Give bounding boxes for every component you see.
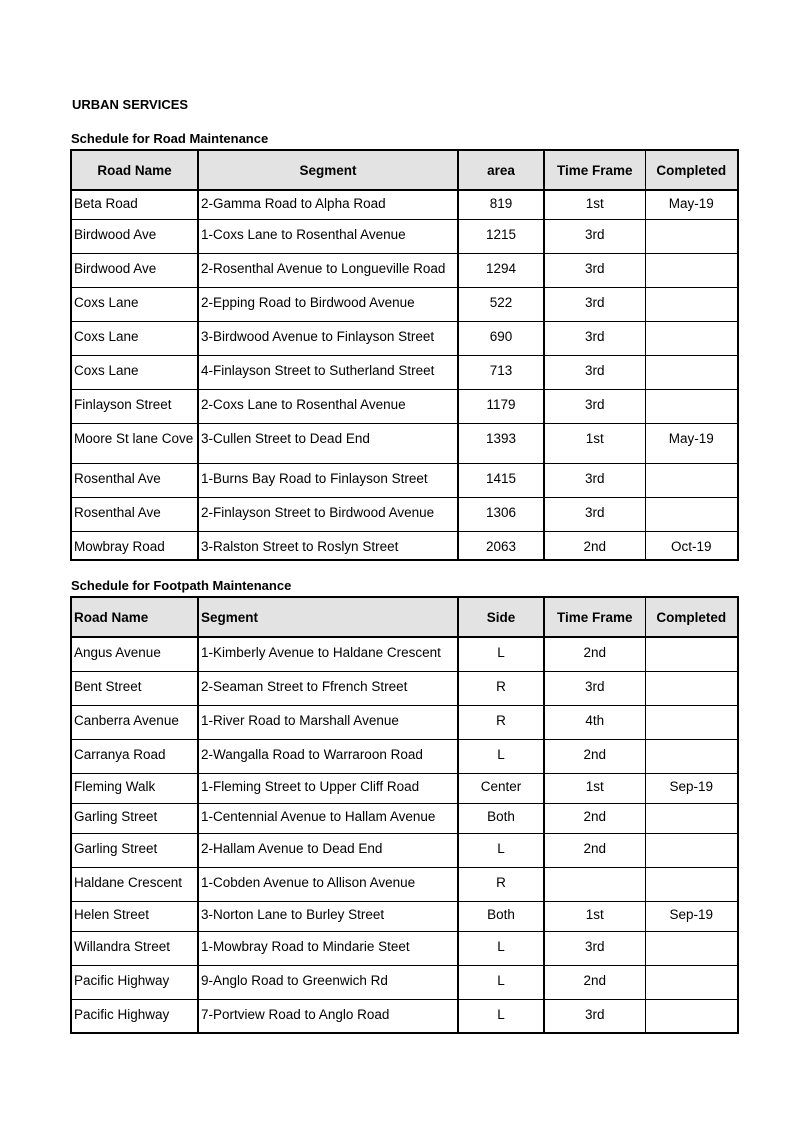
time-frame-cell: 3rd [544,931,645,965]
completed-cell [645,321,738,355]
segment-cell: 3-Birdwood Avenue to Finlayson Street [198,321,458,355]
segment-cell: 3-Cullen Street to Dead End [198,423,458,463]
table-row [71,833,738,867]
segment-cell: 2-Epping Road to Birdwood Avenue [198,287,458,321]
time-frame-cell: 3rd [544,321,645,355]
road-name-cell: Bent Street [71,671,198,705]
time-frame-cell: 3rd [544,389,645,423]
side-cell: L [458,833,544,867]
time-frame-cell: 2nd [544,965,645,999]
area-cell: 1215 [458,219,544,253]
area-cell: 819 [458,190,544,219]
time-frame-cell [544,867,645,901]
area-cell: 1415 [458,463,544,497]
road-name-cell: Rosenthal Ave [71,497,198,531]
table-row [71,931,738,965]
road-name-cell: Coxs Lane [71,287,198,321]
column-header-road-name: Road Name [71,150,198,190]
side-cell: Both [458,803,544,833]
road-name-cell: Pacific Highway [71,965,198,999]
segment-cell: 3-Ralston Street to Roslyn Street [198,531,458,560]
completed-cell [645,803,738,833]
road-maintenance-table [70,149,739,561]
table-row [71,287,738,321]
time-frame-cell: 1st [544,423,645,463]
completed-cell [645,931,738,965]
time-frame-cell: 4th [544,705,645,739]
segment-cell: 2-Gamma Road to Alpha Road [198,190,458,219]
column-header-segment: Segment [198,597,458,637]
completed-cell [645,389,738,423]
column-header-road-name: Road Name [71,597,198,637]
area-cell: 690 [458,321,544,355]
area-cell: 1306 [458,497,544,531]
table-row [71,965,738,999]
area-cell: 713 [458,355,544,389]
road-name-cell: Fleming Walk [71,773,198,803]
segment-cell: 1-Centennial Avenue to Hallam Avenue [198,803,458,833]
road-name-cell: Garling Street [71,833,198,867]
area-cell: 1393 [458,423,544,463]
column-header-time-frame: Time Frame [544,150,645,190]
time-frame-cell: 3rd [544,287,645,321]
table-row [71,901,738,931]
time-frame-cell: 1st [544,773,645,803]
table-row [71,253,738,287]
segment-cell: 2-Rosenthal Avenue to Longueville Road [198,253,458,287]
completed-cell [645,637,738,671]
table-row [71,497,738,531]
completed-cell [645,219,738,253]
completed-cell [645,705,738,739]
segment-cell: 1-Coxs Lane to Rosenthal Avenue [198,219,458,253]
table-row [71,321,738,355]
column-header-completed: Completed [645,150,738,190]
road-name-cell: Birdwood Ave [71,219,198,253]
road-name-cell: Angus Avenue [71,637,198,671]
road-name-cell: Haldane Crescent [71,867,198,901]
time-frame-cell: 1st [544,901,645,931]
side-cell: L [458,637,544,671]
road-name-cell: Carranya Road [71,739,198,773]
table-row [71,773,738,803]
table-row [71,531,738,560]
time-frame-cell: 2nd [544,637,645,671]
segment-cell: 1-Mowbray Road to Mindarie Steet [198,931,458,965]
completed-cell [645,253,738,287]
table-row [71,463,738,497]
road-name-cell: Willandra Street [71,931,198,965]
completed-cell [645,833,738,867]
completed-cell [645,999,738,1033]
time-frame-cell: 3rd [544,497,645,531]
road-name-cell: Coxs Lane [71,355,198,389]
table-row [71,867,738,901]
side-cell: L [458,739,544,773]
road-name-cell: Finlayson Street [71,389,198,423]
time-frame-cell: 3rd [544,355,645,389]
completed-cell: Oct-19 [645,531,738,560]
road-name-cell: Mowbray Road [71,531,198,560]
segment-cell: 1-River Road to Marshall Avenue [198,705,458,739]
road-name-cell: Garling Street [71,803,198,833]
table-row [71,219,738,253]
road-schedule-heading: Schedule for Road Maintenance [71,131,269,146]
side-cell: Center [458,773,544,803]
segment-cell: 2-Wangalla Road to Warraroon Road [198,739,458,773]
table-row [71,999,738,1033]
completed-cell [645,463,738,497]
area-cell: 1179 [458,389,544,423]
table-row [71,671,738,705]
segment-cell: 2-Finlayson Street to Birdwood Avenue [198,497,458,531]
time-frame-cell: 3rd [544,253,645,287]
road-name-cell: Canberra Avenue [71,705,198,739]
completed-cell: Sep-19 [645,901,738,931]
completed-cell [645,867,738,901]
time-frame-cell: 2nd [544,833,645,867]
road-name-cell: Rosenthal Ave [71,463,198,497]
road-name-cell: Pacific Highway [71,999,198,1033]
road-name-cell: Moore St lane Cove [71,423,198,463]
segment-cell: 7-Portview Road to Anglo Road [198,999,458,1033]
side-cell: L [458,999,544,1033]
table-row [71,190,738,219]
completed-cell [645,497,738,531]
column-header-time-frame: Time Frame [544,597,645,637]
segment-cell: 9-Anglo Road to Greenwich Rd [198,965,458,999]
time-frame-cell: 1st [544,190,645,219]
table-row [71,705,738,739]
segment-cell: 2-Seaman Street to Ffrench Street [198,671,458,705]
column-header-completed: Completed [645,597,738,637]
table-header-row [71,150,738,190]
side-cell: L [458,931,544,965]
completed-cell: Sep-19 [645,773,738,803]
road-name-cell: Beta Road [71,190,198,219]
completed-cell [645,671,738,705]
page-title: URBAN SERVICES [72,97,189,112]
table-header-row [71,597,738,637]
completed-cell [645,355,738,389]
area-cell: 1294 [458,253,544,287]
time-frame-cell: 2nd [544,739,645,773]
segment-cell: 3-Norton Lane to Burley Street [198,901,458,931]
road-name-cell: Birdwood Ave [71,253,198,287]
time-frame-cell: 3rd [544,671,645,705]
table-row [71,803,738,833]
side-cell: R [458,867,544,901]
segment-cell: 1-Kimberly Avenue to Haldane Crescent [198,637,458,671]
segment-cell: 2-Coxs Lane to Rosenthal Avenue [198,389,458,423]
segment-cell: 2-Hallam Avenue to Dead End [198,833,458,867]
completed-cell [645,739,738,773]
side-cell: R [458,671,544,705]
road-name-cell: Helen Street [71,901,198,931]
completed-cell [645,287,738,321]
segment-cell: 4-Finlayson Street to Sutherland Street [198,355,458,389]
segment-cell: 1-Cobden Avenue to Allison Avenue [198,867,458,901]
area-cell: 2063 [458,531,544,560]
table-row [71,637,738,671]
column-header-segment: Segment [198,150,458,190]
side-cell: R [458,705,544,739]
area-cell: 522 [458,287,544,321]
column-header-side: Side [458,597,544,637]
time-frame-cell: 3rd [544,463,645,497]
table-row [71,355,738,389]
completed-cell: May-19 [645,190,738,219]
side-cell: Both [458,901,544,931]
segment-cell: 1-Fleming Street to Upper Cliff Road [198,773,458,803]
table-row [71,739,738,773]
time-frame-cell: 2nd [544,531,645,560]
completed-cell [645,965,738,999]
column-header-area: area [458,150,544,190]
table-row [71,423,738,463]
table-row [71,389,738,423]
footpath-schedule-heading: Schedule for Footpath Maintenance [71,578,292,593]
time-frame-cell: 3rd [544,219,645,253]
time-frame-cell: 3rd [544,999,645,1033]
completed-cell: May-19 [645,423,738,463]
segment-cell: 1-Burns Bay Road to Finlayson Street [198,463,458,497]
time-frame-cell: 2nd [544,803,645,833]
footpath-maintenance-table [70,596,739,1034]
road-name-cell: Coxs Lane [71,321,198,355]
side-cell: L [458,965,544,999]
